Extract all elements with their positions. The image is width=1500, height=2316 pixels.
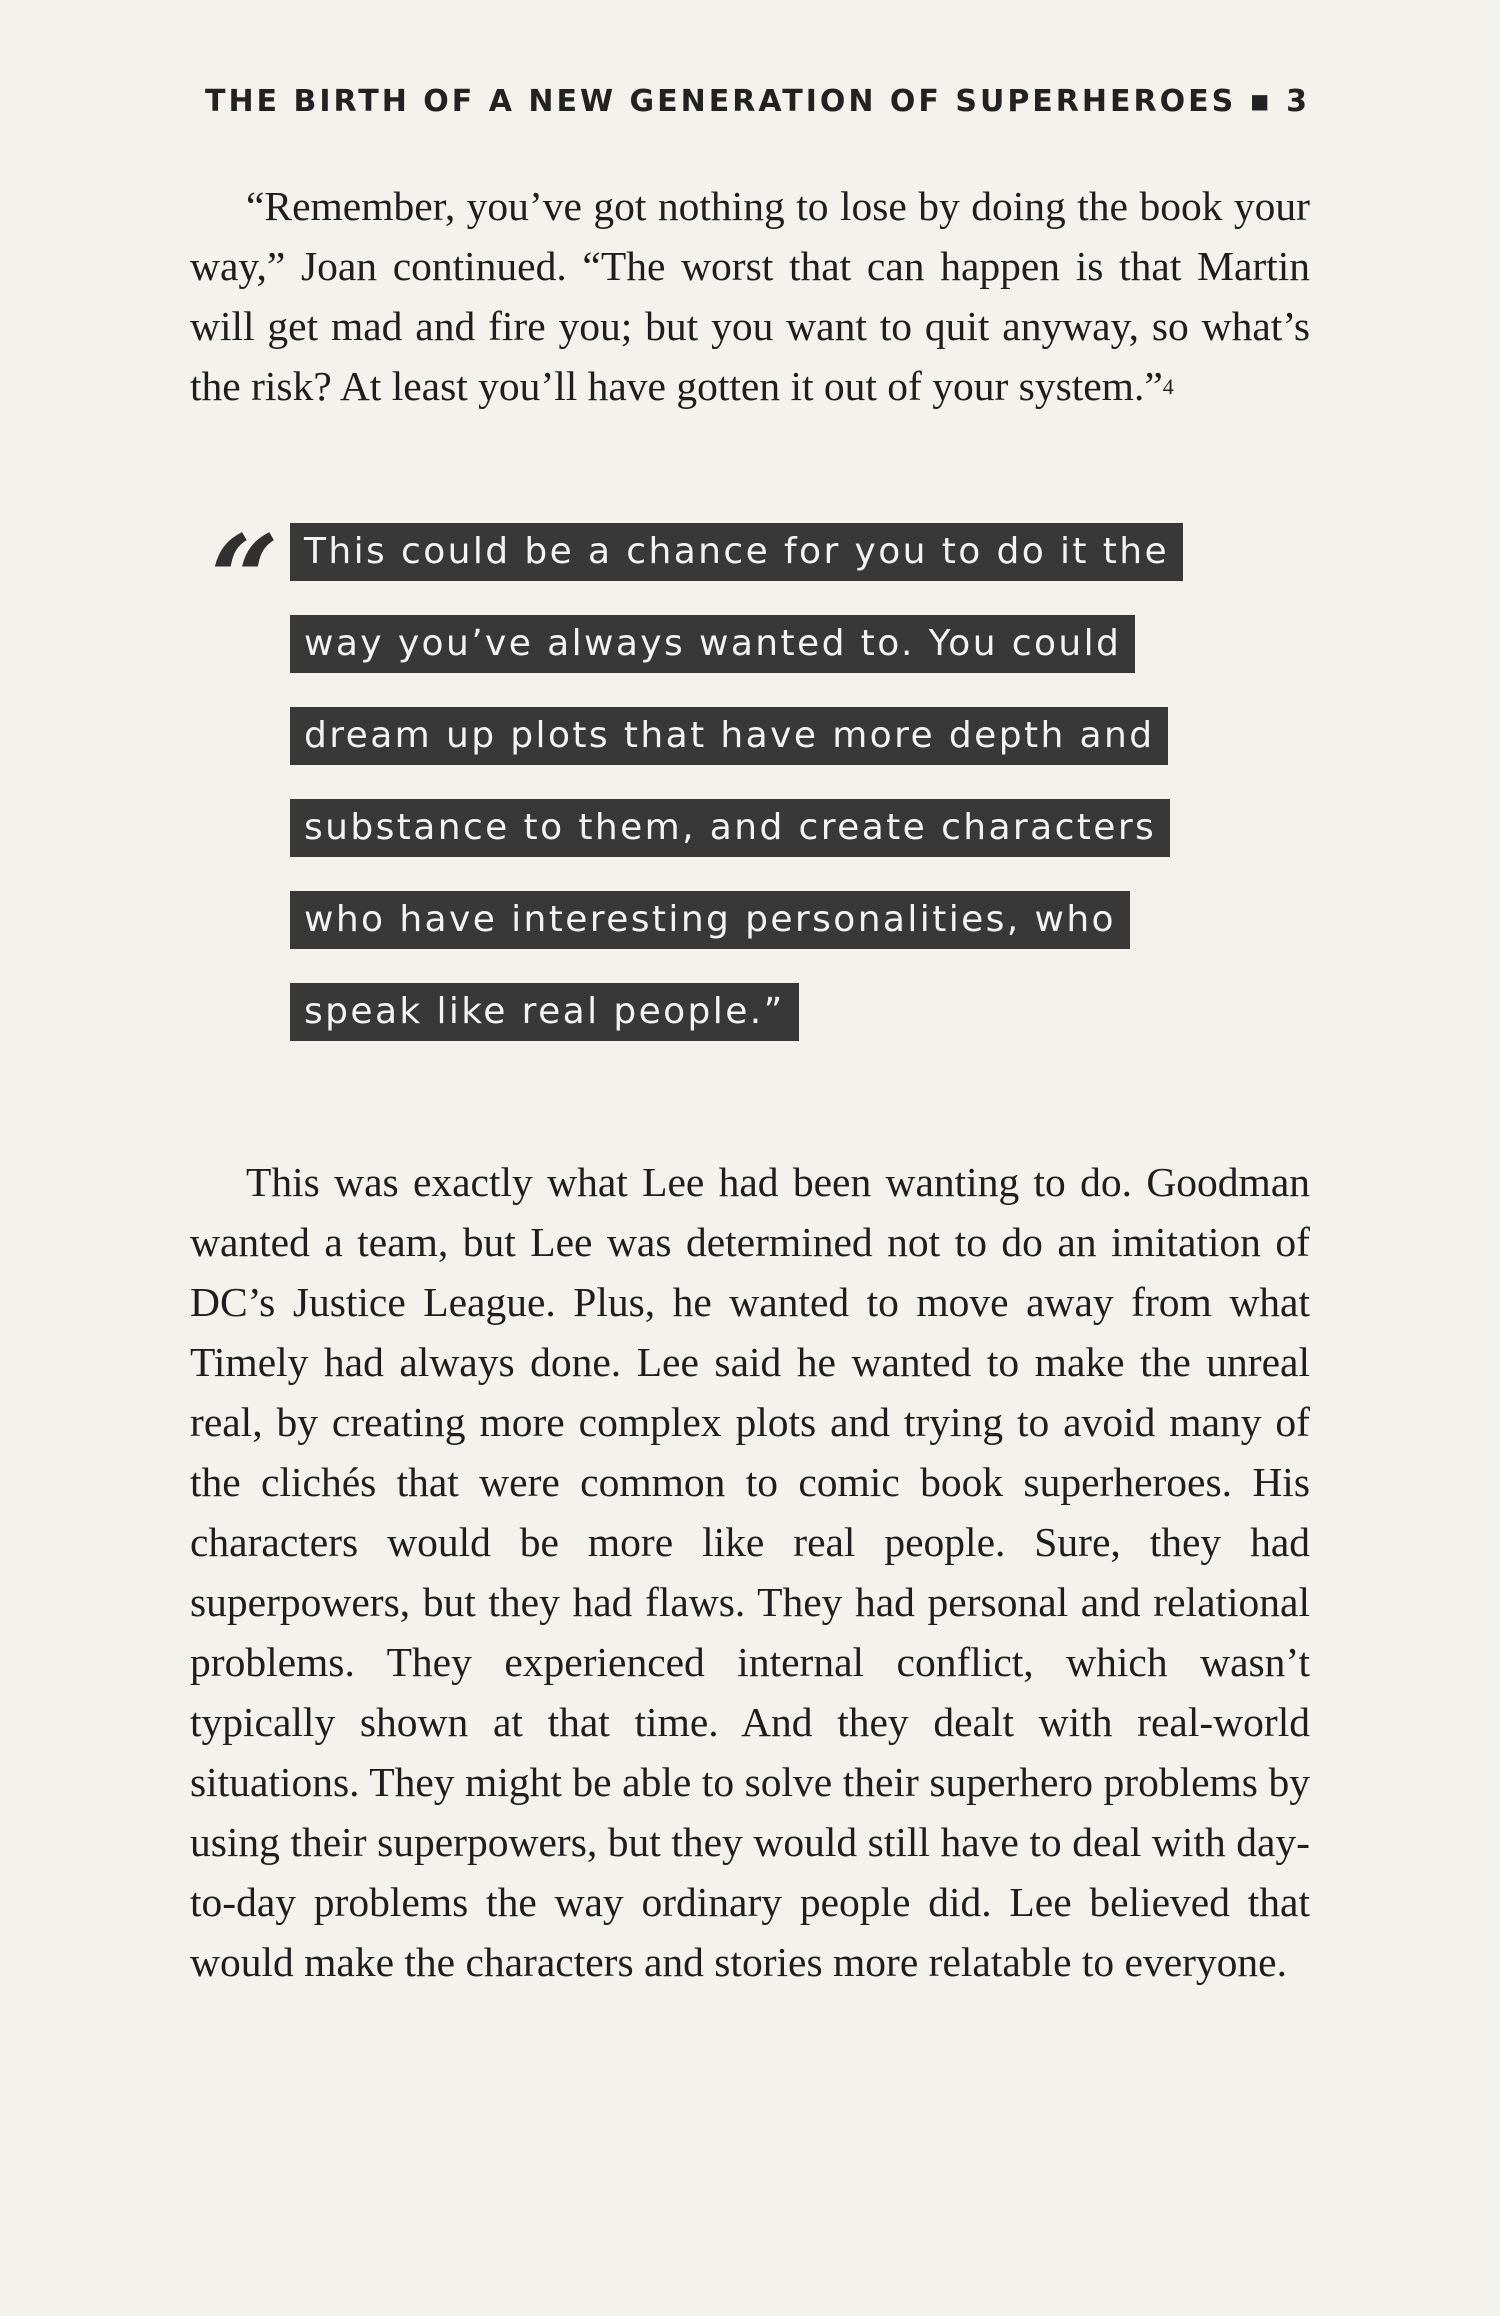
pull-quote	[290, 523, 1290, 1075]
page-number: 3	[1286, 84, 1310, 119]
running-title: THE BIRTH OF A NEW GENERATION OF SUPERHEROES	[204, 84, 1237, 119]
pull-quote-line: way you’ve always wanted to. You could	[290, 615, 1135, 673]
running-head	[205, 84, 1310, 119]
body-paragraph	[190, 1152, 1310, 1992]
pull-quote-mark: “	[210, 509, 260, 650]
pull-quote-line: dream up plots that have more depth and	[290, 707, 1168, 765]
opening-paragraph	[190, 176, 1310, 423]
pull-quote-line: speak like real people.”	[290, 983, 799, 1041]
pull-quote-line: substance to them, and create characters	[290, 799, 1170, 857]
separator-square: ■	[1250, 89, 1273, 113]
pull-quote-line: This could be a chance for you to do it the	[290, 523, 1183, 581]
pull-quote-line: who have interesting personalities, who	[290, 891, 1130, 949]
body-paragraph-text: This was exactly what Lee had been wanting to do. Goodman wanted a team, but Lee was determined not to do an imitation of DC’s Justice League. Plus, he wanted to move away from what Timely had always done. Lee said he wanted to make the unreal real, by creating more complex plots and trying to avoid many of the clichés that were common to comic book superheroes. His characters would be more like real people. Sure, they had superpowers, but they had flaws. They had personal and relational problems. They experienced internal conflict, which wasn’t typically shown at that time. And they dealt with real-world situations. They might be able to solve their superhero problems by using their superpowers, but they would still have to deal with day-to-day problems the way ordinary people did. Lee believed that would make the characters and stories more relatable to everyone.	[190, 1159, 1310, 1985]
footnote-ref: 4	[1162, 374, 1174, 399]
opening-paragraph-text: “Remember, you’ve got nothing to lose by doing the book your way,” Joan continued. “The worst that can happen is that Martin will get mad and fire you; but you want to quit anyway, so what’s the risk? At least you’ll have gotten it out of your system.”	[190, 183, 1310, 409]
